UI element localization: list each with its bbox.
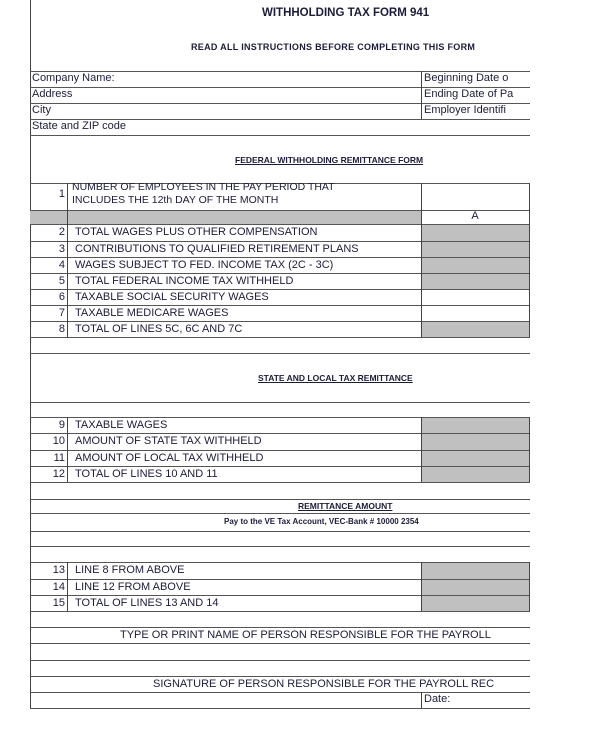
- line-number: 1: [58, 188, 65, 200]
- state-heading: STATE AND LOCAL TAX REMITTANCE: [258, 373, 413, 383]
- line-label: CONTRIBUTIONS TO QUALIFIED RETIREMENT PLANS: [75, 243, 359, 255]
- signature-field[interactable]: [30, 692, 421, 708]
- line6-value-field[interactable]: [421, 289, 529, 305]
- grid-line: [30, 660, 530, 661]
- grid-line: [30, 611, 530, 612]
- line-number: 10: [52, 435, 65, 447]
- beginning-date-field[interactable]: Beginning Date o: [424, 72, 509, 84]
- line-label: TOTAL FEDERAL INCOME TAX WITHHELD: [75, 275, 294, 287]
- grid-line: [30, 513, 530, 514]
- line-label: LINE 8 FROM ABOVE: [75, 564, 185, 576]
- line-number: 7: [58, 307, 65, 319]
- pay-to-text: Pay to the VE Tax Account, VEC-Bank # 10000 2354: [224, 517, 419, 526]
- line-number: 6: [58, 291, 65, 303]
- line-label: TAXABLE SOCIAL SECURITY WAGES: [75, 291, 269, 303]
- employer-id-field[interactable]: Employer Identifi: [424, 104, 506, 116]
- line1-value-field[interactable]: [421, 183, 529, 210]
- shaded-cell: [30, 210, 421, 224]
- line-label: TOTAL OF LINES 10 AND 11: [75, 468, 218, 480]
- city-field[interactable]: City: [32, 104, 51, 116]
- shaded-cell: [421, 321, 530, 337]
- signature-label: SIGNATURE OF PERSON RESPONSIBLE FOR THE PAYROLL REC: [153, 678, 495, 690]
- line-label: TOTAL WAGES PLUS OTHER COMPENSATION: [75, 226, 318, 238]
- line-number: 4: [58, 259, 65, 271]
- grid-line: [421, 692, 422, 708]
- grid-line: [421, 71, 422, 119]
- line-number: 5: [58, 275, 65, 287]
- ending-date-field[interactable]: Ending Date of Pa: [424, 88, 514, 100]
- grid-line: [67, 183, 68, 337]
- line-number: 2: [58, 226, 65, 238]
- line-label: AMOUNT OF STATE TAX WITHHELD: [75, 435, 262, 447]
- form-title: WITHHOLDING TAX FORM 941: [262, 7, 430, 19]
- grid-line: [30, 499, 530, 500]
- column-a-header: A: [471, 210, 479, 222]
- address-field[interactable]: Address: [32, 88, 73, 100]
- line7-value-field[interactable]: [421, 305, 529, 321]
- shaded-cell: [421, 562, 530, 611]
- grid-line: [30, 337, 530, 338]
- remittance-heading: REMITTANCE AMOUNT: [298, 501, 393, 511]
- grid-line: [30, 135, 530, 136]
- grid-line: [421, 417, 422, 482]
- line-number: 13: [52, 564, 65, 576]
- grid-line: [30, 546, 530, 547]
- line1-label-cont: INCLUDES THE 12th DAY OF THE MONTH: [72, 194, 279, 206]
- line-label: TOTAL OF LINES 13 AND 14: [75, 597, 219, 609]
- print-name-label: TYPE OR PRINT NAME OF PERSON RESPONSIBLE FOR THE PAYROLL: [120, 629, 491, 641]
- grid-line: [30, 531, 530, 532]
- federal-heading: FEDERAL WITHHOLDING REMITTANCE FORM: [235, 155, 424, 165]
- line-label: TOTAL OF LINES 5C, 6C AND 7C: [75, 323, 243, 335]
- line-number: 11: [53, 452, 65, 464]
- grid-line: [30, 708, 530, 709]
- grid-line: [67, 562, 68, 611]
- company-name-field[interactable]: Company Name:: [32, 72, 115, 84]
- line-number: 9: [58, 419, 65, 431]
- line-label: LINE 12 FROM ABOVE: [75, 581, 191, 593]
- state-zip-field[interactable]: State and ZIP code: [32, 120, 126, 132]
- grid-line: [30, 353, 530, 354]
- grid-line: [529, 562, 530, 611]
- grid-line: [529, 183, 530, 337]
- line-number: 14: [52, 581, 65, 593]
- line1-label: NUMBER OF EMPLOYEES IN THE PAY PERIOD THAT: [72, 181, 335, 193]
- grid-line: [421, 562, 422, 611]
- line-number: 8: [58, 323, 65, 335]
- print-name-field[interactable]: [30, 643, 530, 660]
- line-label: WAGES SUBJECT TO FED. INCOME TAX (2C - 3C): [75, 259, 334, 271]
- line-label: TAXABLE MEDICARE WAGES: [75, 307, 229, 319]
- instructions-text: READ ALL INSTRUCTIONS BEFORE COMPLETING THIS FORM: [191, 42, 476, 52]
- grid-line: [529, 417, 530, 482]
- grid-line: [30, 402, 530, 403]
- line-number: 3: [58, 243, 65, 255]
- line-label: AMOUNT OF LOCAL TAX WITHHELD: [75, 452, 264, 464]
- grid-line: [67, 417, 68, 482]
- line-number: 12: [52, 468, 65, 480]
- grid-line: [30, 482, 530, 483]
- line-label: TAXABLE WAGES: [75, 419, 168, 431]
- line-number: 15: [52, 597, 65, 609]
- date-field[interactable]: Date:: [424, 693, 451, 705]
